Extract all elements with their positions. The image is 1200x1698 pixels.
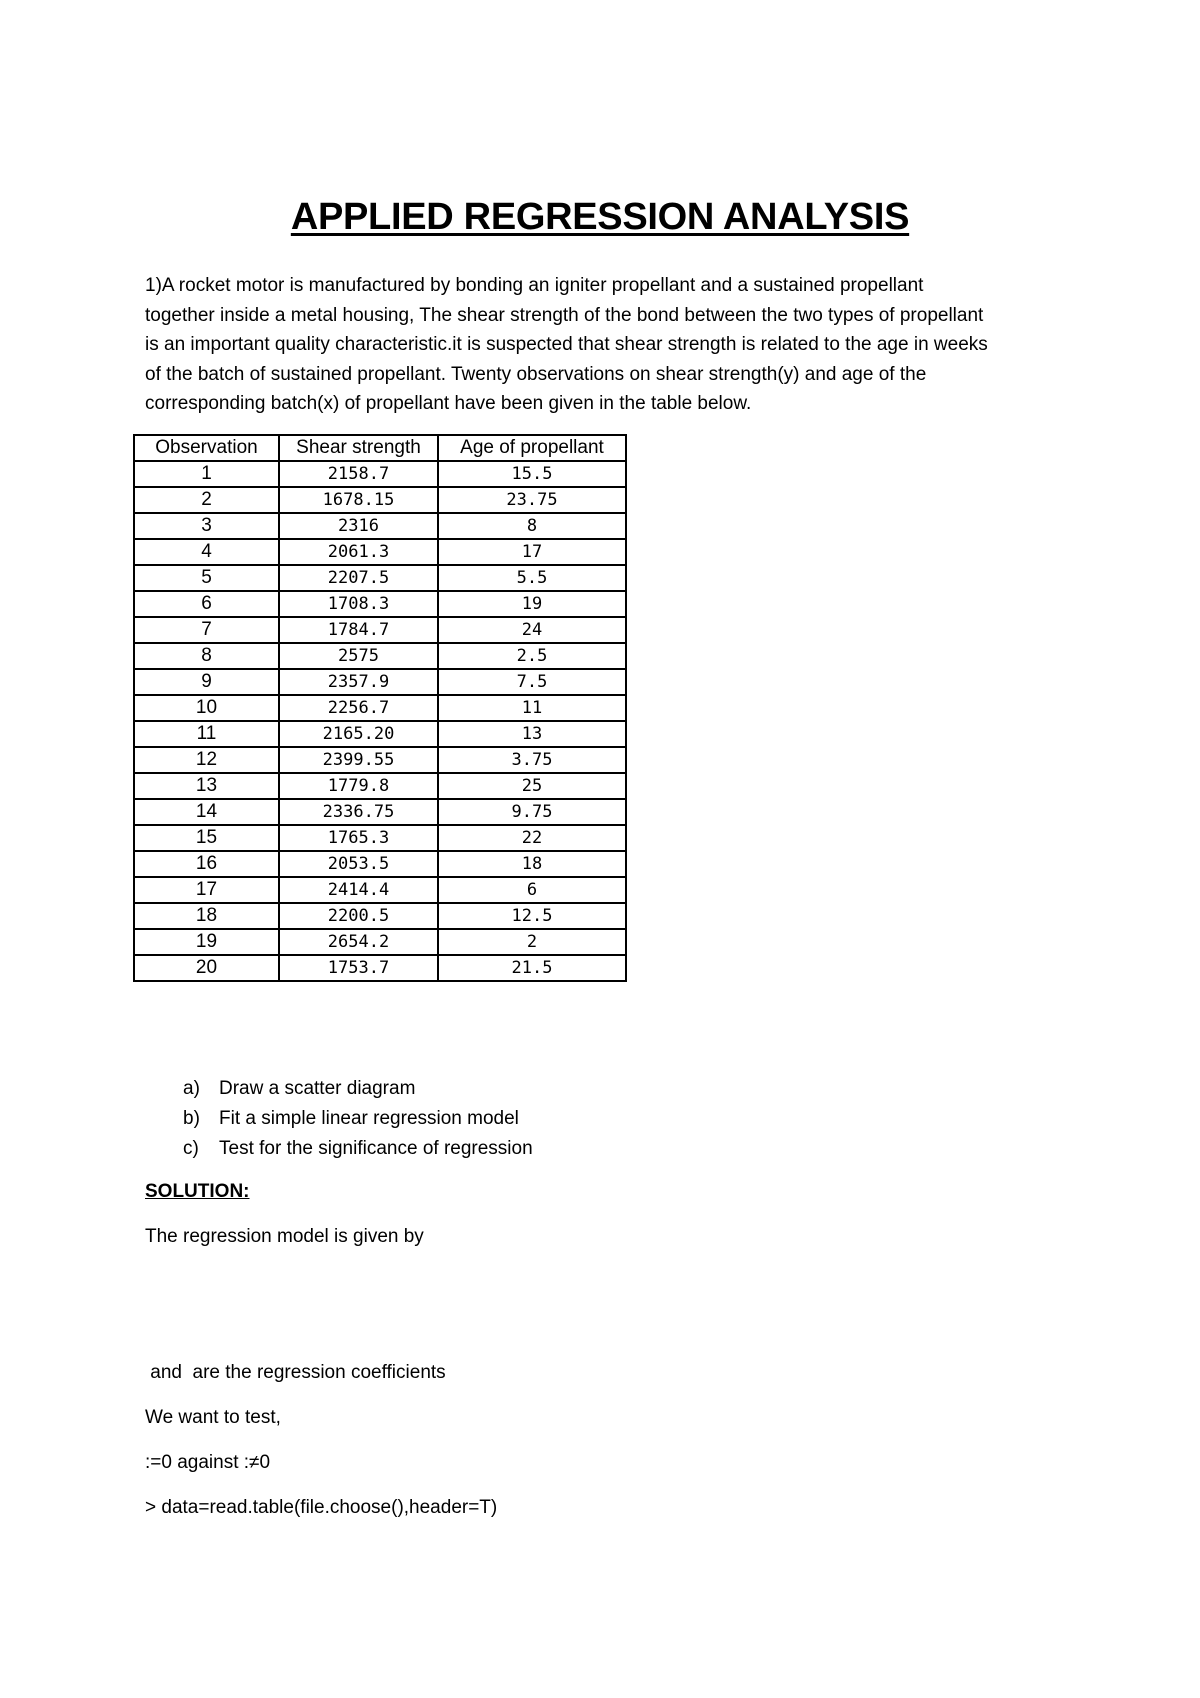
problem-line: is an important quality characteristic.it is suspected that shear strength is related to the age in weeks <box>145 334 988 355</box>
cell-shear-strength: 1779.8 <box>279 773 438 799</box>
problem-statement <box>145 271 1075 419</box>
cell-observation: 8 <box>134 643 279 669</box>
cell-shear-strength: 2336.75 <box>279 799 438 825</box>
cell-age: 7.5 <box>438 669 626 695</box>
header-shear-strength: Shear strength <box>279 435 438 461</box>
test-intro-text: We want to test, <box>145 1407 281 1428</box>
cell-observation: 12 <box>134 747 279 773</box>
table-row <box>134 565 626 591</box>
cell-shear-strength: 1753.7 <box>279 955 438 981</box>
cell-observation: 11 <box>134 721 279 747</box>
cell-observation: 3 <box>134 513 279 539</box>
cell-observation: 18 <box>134 903 279 929</box>
cell-shear-strength: 2256.7 <box>279 695 438 721</box>
cell-observation: 16 <box>134 851 279 877</box>
cell-shear-strength: 2316 <box>279 513 438 539</box>
cell-observation: 10 <box>134 695 279 721</box>
cell-age: 2 <box>438 929 626 955</box>
table-row <box>134 669 626 695</box>
problem-line: 1)A rocket motor is manufactured by bonding an igniter propellant and a sustained propellant <box>145 275 924 296</box>
header-age-of-propellant: Age of propellant <box>438 435 626 461</box>
cell-observation: 7 <box>134 617 279 643</box>
table-row <box>134 877 626 903</box>
cell-shear-strength: 2414.4 <box>279 877 438 903</box>
table-row <box>134 591 626 617</box>
task-marker: c) <box>183 1138 199 1159</box>
problem-line: together inside a metal housing, The shear strength of the bond between the two types of propellant <box>145 304 984 326</box>
cell-shear-strength: 2207.5 <box>279 565 438 591</box>
task-item <box>183 1134 533 1164</box>
cell-age: 2.5 <box>438 643 626 669</box>
cell-observation: 20 <box>134 955 279 981</box>
cell-age: 21.5 <box>438 955 626 981</box>
table-row <box>134 747 626 773</box>
table-row <box>134 487 626 513</box>
table-row <box>134 643 626 669</box>
task-marker: b) <box>183 1108 200 1129</box>
cell-shear-strength: 1678.15 <box>279 487 438 513</box>
table-row <box>134 695 626 721</box>
header-observation: Observation <box>134 435 279 461</box>
cell-shear-strength: 1784.7 <box>279 617 438 643</box>
table-row <box>134 851 626 877</box>
solution-heading: SOLUTION: <box>145 1181 250 1202</box>
cell-shear-strength: 2165.20 <box>279 721 438 747</box>
cell-shear-strength: 2200.5 <box>279 903 438 929</box>
cell-shear-strength: 2399.55 <box>279 747 438 773</box>
cell-observation: 15 <box>134 825 279 851</box>
cell-age: 9.75 <box>438 799 626 825</box>
table-row <box>134 929 626 955</box>
cell-age: 5.5 <box>438 565 626 591</box>
table-row <box>134 825 626 851</box>
cell-age: 17 <box>438 539 626 565</box>
cell-age: 11 <box>438 695 626 721</box>
cell-age: 15.5 <box>438 461 626 487</box>
table-row <box>134 461 626 487</box>
cell-age: 18 <box>438 851 626 877</box>
cell-shear-strength: 2053.5 <box>279 851 438 877</box>
task-text: Draw a scatter diagram <box>219 1078 416 1099</box>
cell-age: 3.75 <box>438 747 626 773</box>
cell-observation: 13 <box>134 773 279 799</box>
cell-age: 6 <box>438 877 626 903</box>
coefficients-text: and are the regression coefficients <box>145 1362 446 1383</box>
table-row <box>134 539 626 565</box>
task-marker: a) <box>183 1078 200 1099</box>
cell-age: 24 <box>438 617 626 643</box>
cell-age: 12.5 <box>438 903 626 929</box>
regression-model-text: The regression model is given by <box>145 1226 424 1247</box>
cell-observation: 5 <box>134 565 279 591</box>
cell-observation: 2 <box>134 487 279 513</box>
task-text: Test for the significance of regression <box>219 1138 533 1159</box>
cell-observation: 6 <box>134 591 279 617</box>
table-row <box>134 955 626 981</box>
cell-observation: 17 <box>134 877 279 903</box>
cell-observation: 19 <box>134 929 279 955</box>
task-text: Fit a simple linear regression model <box>219 1108 519 1129</box>
task-list <box>183 1074 533 1164</box>
cell-age: 22 <box>438 825 626 851</box>
table-row <box>134 799 626 825</box>
cell-shear-strength: 2357.9 <box>279 669 438 695</box>
cell-shear-strength: 1708.3 <box>279 591 438 617</box>
cell-observation: 1 <box>134 461 279 487</box>
table-row <box>134 513 626 539</box>
cell-age: 23.75 <box>438 487 626 513</box>
cell-shear-strength: 2654.2 <box>279 929 438 955</box>
r-code-line: > data=read.table(file.choose(),header=T) <box>145 1497 498 1518</box>
cell-age: 19 <box>438 591 626 617</box>
hypothesis-text: :=0 against :≠0 <box>145 1452 271 1473</box>
data-table <box>133 434 627 982</box>
cell-shear-strength: 2061.3 <box>279 539 438 565</box>
cell-shear-strength: 1765.3 <box>279 825 438 851</box>
task-item <box>183 1104 533 1134</box>
cell-age: 8 <box>438 513 626 539</box>
problem-line: corresponding batch(x) of propellant have been given in the table below. <box>145 393 752 414</box>
page-title: APPLIED REGRESSION ANALYSIS <box>290 196 910 238</box>
cell-observation: 14 <box>134 799 279 825</box>
cell-observation: 4 <box>134 539 279 565</box>
cell-shear-strength: 2575 <box>279 643 438 669</box>
table-body <box>134 461 626 981</box>
task-item <box>183 1074 533 1104</box>
cell-shear-strength: 2158.7 <box>279 461 438 487</box>
problem-line: of the batch of sustained propellant. Twenty observations on shear strength(y) and age of the <box>145 363 927 385</box>
cell-age: 13 <box>438 721 626 747</box>
table-header-row <box>134 435 626 461</box>
cell-observation: 9 <box>134 669 279 695</box>
table-row <box>134 617 626 643</box>
table-row <box>134 773 626 799</box>
cell-age: 25 <box>438 773 626 799</box>
table-row <box>134 721 626 747</box>
table-row <box>134 903 626 929</box>
